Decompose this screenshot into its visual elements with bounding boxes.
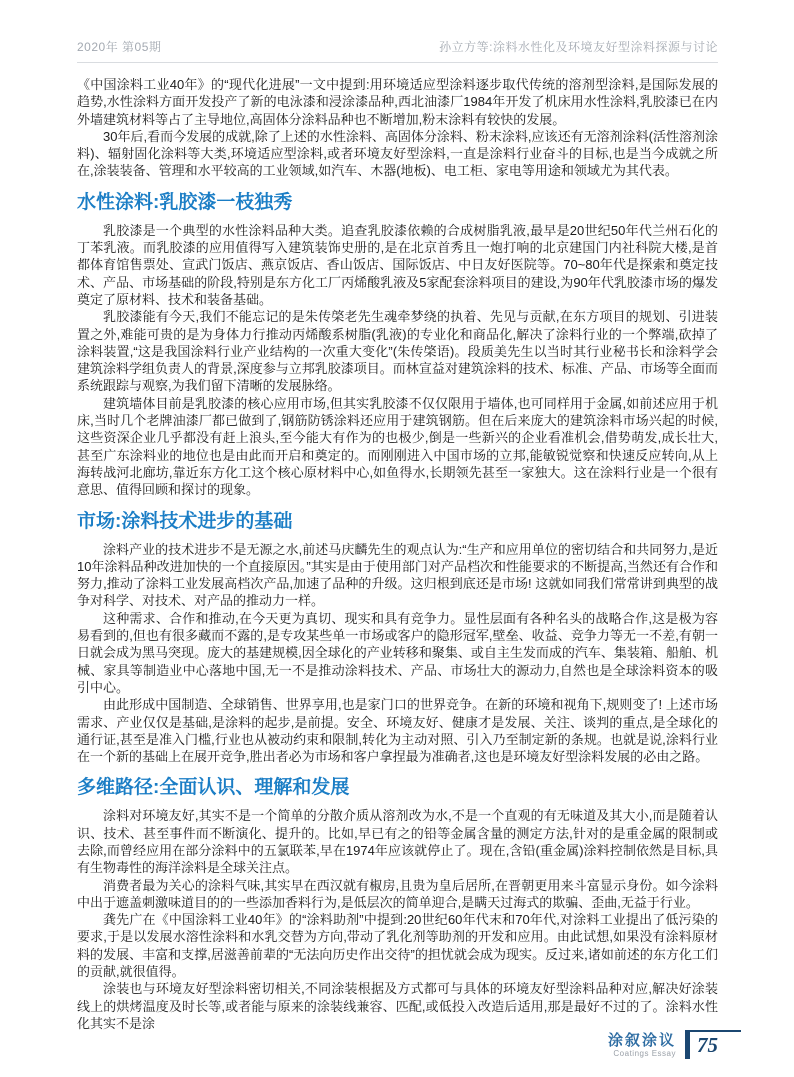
paragraph: 30年后,看而今发展的成就,除了上述的水性涂料、高固体分涂料、粉末涂料,应该还有无溶剂涂料(活性溶剂涂料)、辐射固化涂料等大类,环境适应型涂料,或者环境友好型涂料,一直是涂料行业奋斗的目标,也是当今成就之所在,涂装装备、管理和水平较高的工业领域,如汽车、木器(地板)、电工柜、家电等用途和领域尤为其代表。 — [77, 128, 718, 179]
paragraph: 消费者最为关心的涂料气味,其实早在西汉就有椒房,且贵为皇后居所,在晋朝更用来斗富显示身份。如今涂料中出于遮盖刺激味道目的的一些添加香料行为,是低层次的简单迎合,是瞒天过海式的欺骗、歪曲,无益于行业。 — [77, 877, 718, 910]
paragraph: 涂装也与环境友好型涂料密切相关,不同涂装根据及方式都可与具体的环境友好型涂料品种对应,解决好涂装线上的烘烤温度及时长等,或者能与原来的涂装线兼容、匹配,或低投入改造后适用,那是最好不过的了。涂料水性化其实不是涂 — [77, 981, 718, 1031]
page-content — [77, 0, 718, 1032]
paragraph: 乳胶漆是一个典型的水性涂料品种大类。追查乳胶漆依赖的合成树脂乳液,最早是20世纪50年代兰州石化的丁苯乳液。而乳胶漆的应用值得写入建筑装饰史册的,是在北京首秀且一炮打响的北京建国门内社科院大楼,是首都体育馆售票处、宣武门饭店、燕京饭店、香山饭店、国际饭店、中日友好医院等。70~80年代是探索和奠定技术、产品、市场基础的阶段,特别是东方化工厂丙烯酸乳液及5家配套涂料项目的建设,为90年代乳胶漆市场的爆发奠定了原材料、技术和装备基础。 — [77, 222, 718, 307]
header-divider — [77, 62, 718, 63]
page-number-box — [685, 1030, 741, 1059]
column-name — [608, 1030, 676, 1059]
page-footer — [608, 1030, 741, 1059]
paragraph: 这种需求、合作和推动,在今天更为真切、现实和具有竞争力。显性层面有各种名头的战略合作,这是极为容易看到的,但也有很多藏而不露的,是专攻某些单一市场或客户的隐形冠军,壁垒、收益、竞争力等无一不差,有朝一日就会成为黑马突现。庞大的基建规模,因全球化的产业转移和聚集、或自主生发而成的汽车、集装箱、船舶、机械、家具等制造业中心落地中国,无一不是推动涂料技术、产品、市场壮大的源动力,自然也是全球涂料资本的吸引中心。 — [77, 610, 718, 695]
paragraph: 建筑墙体目前是乳胶漆的核心应用市场,但其实乳胶漆不仅仅限用于墙体,也可同样用于金属,如前述应用于机床,当时几个老牌油漆厂都已做到了,钢筋防锈涂料还应用于建筑钢筋。但在后来庞大的建筑涂料市场兴起的时候,这些资深企业几乎都没有赶上浪头,至今能大有作为的也极少,倒是一些新兴的企业看准机会,借势萌发,成长壮大,甚至广东涂料业的地位也是由此而开启和奠定的。而刚刚进入中国市场的立邦,能敏锐觉察和快速反应转向,从上海转战河北廊坊,靠近东方化工这个核心原材料中心,如鱼得水,长期领先甚至一家独大。这在涂料行业是一个很有意思、值得回顾和探讨的现象。 — [77, 395, 718, 498]
column-name-cn: 涂叙涂议 — [607, 1032, 676, 1049]
paragraph: 龚先广在《中国涂料工业40年》的“涂料助剂”中提到:20世纪60年代末和70年代,对涂料工业提出了低污染的要求,于是以发展水溶性涂料和水乳交替为方向,带动了乳化剂等助剂的开发和应用。由此试想,如果没有涂料原材料的发展、丰富和支撑,居滋善前辈的“无法向历史作出交待”的担忧就会成为现实。反过来,诸如前述的东方化工们的贡献,就很值得。 — [77, 912, 718, 980]
paragraph: 乳胶漆能有今天,我们不能忘记的是朱传棨老先生魂牵梦绕的执着、先见与贡献,在东方项目的规划、引进装置之外,难能可贵的是为身体力行推动丙烯酸系树脂(乳液)的专业化和商品化,解决了涂料行业的一个弊端,砍掉了涂料装置,“这是我国涂料行业产业结构的一次重大变化”(朱传棨语)。段质美先生以当时其行业秘书长和涂料学会建筑涂料学组负责人的背景,深度参与立邦乳胶漆项目。而林宣益对建筑涂料的技术、标准、产品、市场等全面而系统跟踪与观察,为我们留下清晰的发展脉络。 — [77, 309, 718, 394]
section-heading-multipath: 多维路径:全面认识、理解和发展 — [77, 777, 350, 799]
paragraph: 由此形成中国制造、全球销售、世界享用,也是家门口的世界竞争。在新的环境和视角下,规则变了! 上述市场需求、产业仅仅是基础,是涂料的起步,是前提。安全、环境友好、健康才是发展、关注、谈判的重点,是全球化的通行证,甚至是准入门槛,行业也从被动约束和限制,转化为主动对照、引入乃至制定新的条规。也就是说,涂料行业在一个新的基础上在展开竞争,胜出者必为市场和客户拿捏最为准确者,这也是环境友好型涂料发展的必由之路。 — [77, 697, 718, 765]
issue-info: 2020年 第05期 — [77, 40, 162, 54]
column-name-en: Coatings Essay — [613, 1049, 676, 1058]
page-number: 75 — [697, 1033, 718, 1057]
paragraph: 涂料对环境友好,其实不是一个简单的分散介质从溶剂改为水,不是一个直观的有无味道及其大小,而是随着认识、技术、甚至事件而不断演化、提升的。比如,早已有之的铅等金属含量的测定方法,针对的是重金属的限制或去除,而曾经应用在部分涂料中的五氯联苯,早在1974年应该就停止了。现在,含铅(重金属)涂料控制依然是目标,具有生物毒性的海洋涂料是全球关注点。 — [77, 808, 718, 876]
running-title: 孙立方等:涂料水性化及环境友好型涂料探源与讨论 — [439, 40, 718, 54]
paragraph: 涂料产业的技术进步不是无源之水,前述马庆麟先生的观点认为:“生产和应用单位的密切结合和共同努力,是近10年涂料品种改进加快的一个直接原因。”其实是由于使用部门对产品档次和性能要求的不断提高,当然还有合作和努力,推动了涂料工业发展高档次产品,加速了品种的升级。这归根到底还是市场! 这就如同我们常常讲到典型的战争对科学、对技术、对产品的推动力一样。 — [77, 541, 718, 609]
section-heading-waterborne: 水性涂料:乳胶漆一枝独秀 — [77, 191, 293, 213]
page-header — [77, 0, 718, 55]
article-body — [77, 76, 718, 1032]
paragraph: 《中国涂料工业40年》的“现代化进展”一文中提到:用环境适应型涂料逐步取代传统的溶剂型涂料,是国际发展的趋势,水性涂料方面开发投产了新的电泳漆和浸涂漆品种,西北油漆厂1984年开发了机床用水性涂料,乳胶漆已在内外墙建筑材料等占了主导地位,高固体分涂料品种也不断增加,粉末涂料有较快的发展。 — [77, 77, 718, 127]
section-heading-market: 市场:涂料技术进步的基础 — [77, 510, 293, 532]
